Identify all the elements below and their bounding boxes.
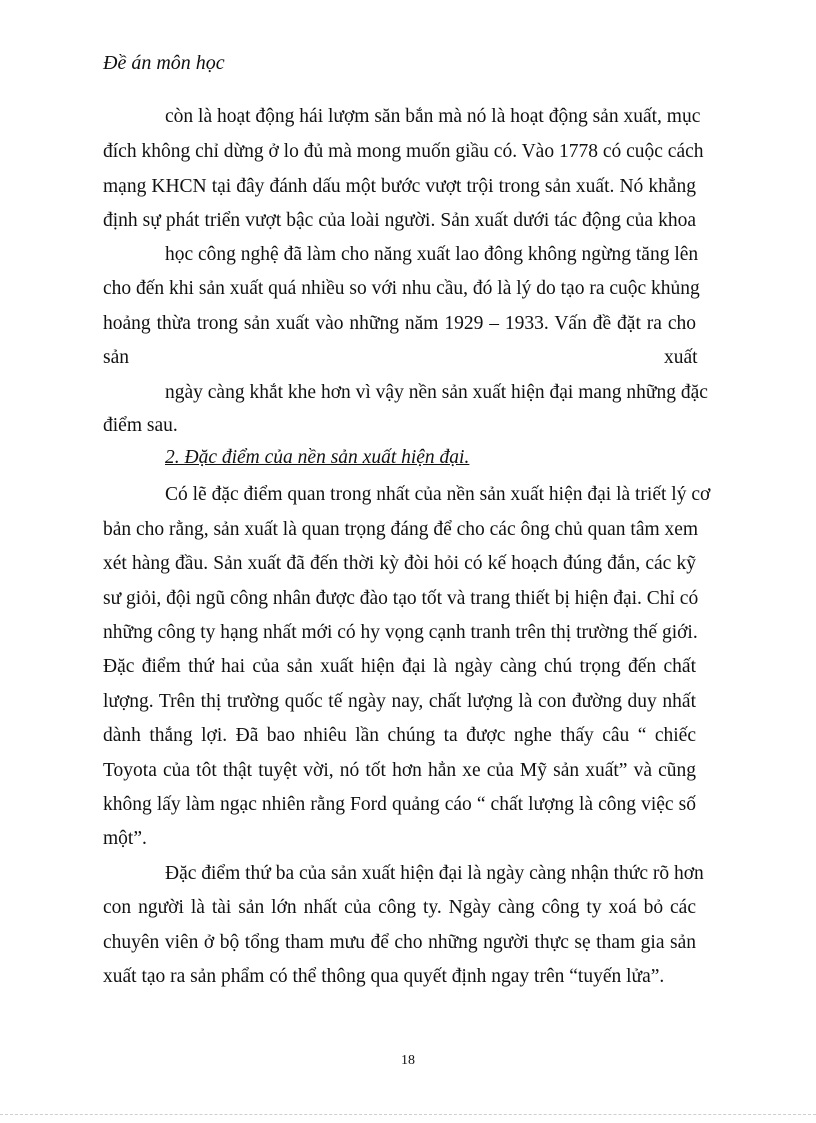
text-line: không lấy làm ngạc nhiên rằng Ford quảng cáo “ chất lượng là công việc số	[103, 794, 696, 815]
text-line: học công nghệ đã làm cho năng xuất lao đông không ngừng tăng lên	[165, 244, 699, 265]
text-line: điểm sau.	[103, 415, 178, 436]
running-header: Đề án môn học	[103, 52, 225, 74]
text-line: mạng KHCN tại đây đánh dấu một bước vượt trội trong sản xuất. Nó khẳng	[103, 176, 696, 197]
text-line: lượng. Trên thị trường quốc tế ngày nay, chất lượng là con đường duy nhất	[103, 691, 696, 712]
text-line: cho đến khi sản xuất quá nhiều so với nhu cầu, đó là lý do tạo ra cuộc khủng	[103, 278, 700, 299]
text-line: Có lẽ đặc điểm quan trong nhất của nền sản xuất hiện đại là triết lý cơ	[165, 484, 711, 505]
text-line: Toyota của tôt thật tuyệt vời, nó tốt hơn hẳn xe của Mỹ sản xuất” và cũng	[103, 760, 696, 781]
text-line: đích không chỉ dừng ở lo đủ mà mong muốn giầu có. Vào 1778 có cuộc cách	[103, 141, 704, 162]
text-line: Đặc điểm thứ hai của sản xuất hiện đại là ngày càng chú trọng đến chất	[103, 656, 696, 677]
text-line: chuyên viên ở bộ tổng tham mưu để cho những người thực sẹ tham gia sản	[103, 932, 696, 953]
text-line: xuất tạo ra sản phẩm có thể thông qua quyết định ngay trên “tuyến lửa”.	[103, 966, 665, 987]
text-line-start: sản	[103, 347, 129, 368]
text-line-end: xuất	[664, 347, 698, 368]
page-number: 18	[401, 1053, 415, 1068]
text-line: xét hàng đầu. Sản xuất đã đến thời kỳ đòi hỏi có kế hoạch đúng đắn, các kỹ	[103, 553, 696, 574]
text-line: bản cho rằng, sản xuất là quan trọng đáng để cho các ông chủ quan tâm xem	[103, 519, 699, 540]
text-line: những công ty hạng nhất mới có hy vọng cạnh tranh trên thị trường thế giới.	[103, 622, 698, 643]
text-line: hoảng thừa trong sản xuất vào những năm 1929 – 1933. Vấn đề đặt ra cho	[103, 313, 696, 334]
text-line: Đặc điểm thứ ba của sản xuất hiện đại là ngày càng nhận thức rõ hơn	[165, 863, 704, 884]
text-line: định sự phát triển vượt bậc của loài người. Sản xuất dưới tác động của khoa	[103, 210, 696, 231]
page-edge-divider	[0, 1114, 816, 1115]
text-line: một”.	[103, 828, 147, 849]
text-line: ngày càng khắt khe hơn vì vậy nền sản xuất hiện đại mang những đặc	[165, 382, 708, 403]
text-line: con người là tài sản lớn nhất của công ty. Ngày càng công ty xoá bỏ các	[103, 897, 696, 918]
section-heading: 2. Đặc điểm của nền sản xuất hiện đại.	[165, 447, 470, 468]
text-line: dành thắng lợi. Đã bao nhiêu lần chúng ta được nghe thấy câu “ chiếc	[103, 725, 696, 746]
text-line: còn là hoạt động hái lượm săn bắn mà nó là hoạt động sản xuất, mục	[165, 106, 701, 127]
text-line: sư giỏi, đội ngũ công nhân được đào tạo tốt và trang thiết bị hiện đại. Chỉ có	[103, 588, 699, 609]
